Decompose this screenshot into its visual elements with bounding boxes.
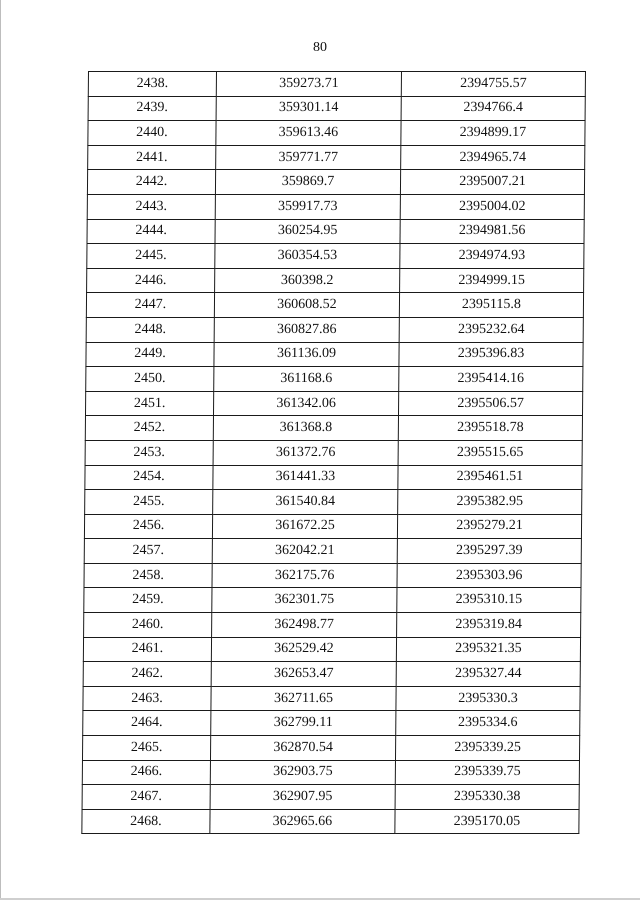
table-row: [88, 121, 585, 146]
table-row: [85, 490, 582, 515]
y-coordinate-cell: 2395321.35: [396, 637, 580, 662]
point-number-cell: 2446.: [87, 268, 215, 293]
table-row: [86, 317, 583, 342]
y-coordinate-cell: 2395310.15: [397, 588, 581, 613]
x-coordinate-cell: 361136.09: [214, 342, 399, 367]
x-coordinate-cell: 359917.73: [215, 194, 400, 219]
point-number-cell: 2463.: [83, 686, 211, 711]
x-coordinate-cell: 359613.46: [216, 121, 401, 146]
table-row: [82, 809, 579, 834]
table-row: [82, 760, 579, 785]
x-coordinate-cell: 361441.33: [213, 465, 398, 490]
x-coordinate-cell: 360827.86: [214, 317, 399, 342]
x-coordinate-cell: 362711.65: [211, 686, 396, 711]
x-coordinate-cell: 362870.54: [210, 736, 395, 761]
x-coordinate-cell: 361342.06: [213, 391, 398, 416]
table-row: [82, 736, 579, 761]
point-number-cell: 2439.: [88, 96, 216, 121]
table-row: [84, 514, 581, 539]
x-coordinate-cell: 361540.84: [213, 490, 398, 515]
y-coordinate-cell: 2395334.6: [396, 711, 580, 736]
point-number-cell: 2455.: [85, 490, 213, 515]
x-coordinate-cell: 362653.47: [211, 662, 396, 687]
point-number-cell: 2462.: [83, 662, 211, 687]
point-number-cell: 2442.: [87, 170, 215, 195]
point-number-cell: 2450.: [86, 367, 214, 392]
y-coordinate-cell: 2395330.38: [395, 785, 579, 810]
point-number-cell: 2453.: [85, 440, 213, 465]
point-number-cell: 2441.: [88, 145, 216, 170]
table-row: [85, 465, 582, 490]
point-number-cell: 2467.: [82, 785, 210, 810]
x-coordinate-cell: 362903.75: [210, 760, 395, 785]
x-coordinate-cell: 360608.52: [214, 293, 399, 318]
x-coordinate-cell: 362529.42: [211, 637, 396, 662]
table-row: [83, 686, 580, 711]
table-row: [85, 416, 582, 441]
y-coordinate-cell: 2395115.8: [399, 293, 583, 318]
point-number-cell: 2468.: [82, 809, 210, 834]
point-number-cell: 2459.: [84, 588, 212, 613]
y-coordinate-cell: 2394899.17: [401, 121, 585, 146]
y-coordinate-cell: 2395518.78: [398, 416, 582, 441]
x-coordinate-cell: 359771.77: [216, 145, 401, 170]
point-number-cell: 2456.: [84, 514, 212, 539]
point-number-cell: 2457.: [84, 539, 212, 564]
y-coordinate-cell: 2395327.44: [396, 662, 580, 687]
point-number-cell: 2448.: [86, 317, 214, 342]
y-coordinate-cell: 2394974.93: [400, 244, 584, 269]
table-row: [83, 711, 580, 736]
x-coordinate-cell: 362799.11: [211, 711, 396, 736]
y-coordinate-cell: 2395414.16: [399, 367, 583, 392]
table-row: [84, 613, 581, 638]
x-coordinate-cell: 362498.77: [212, 613, 397, 638]
table-row: [88, 96, 585, 121]
x-coordinate-cell: 362301.75: [212, 588, 397, 613]
y-coordinate-cell: 2395170.05: [395, 809, 579, 834]
table-row: [88, 145, 585, 170]
point-number-cell: 2443.: [87, 194, 215, 219]
coordinates-table-body: [82, 72, 586, 834]
x-coordinate-cell: 361368.8: [213, 416, 398, 441]
point-number-cell: 2465.: [82, 736, 210, 761]
y-coordinate-cell: 2395515.65: [398, 440, 582, 465]
point-number-cell: 2440.: [88, 121, 216, 146]
y-coordinate-cell: 2395382.95: [398, 490, 582, 515]
x-coordinate-cell: 361168.6: [214, 367, 399, 392]
table-row: [85, 440, 582, 465]
y-coordinate-cell: 2394999.15: [400, 268, 584, 293]
page-number: 80: [313, 40, 327, 55]
table-row: [87, 170, 584, 195]
table-row: [86, 342, 583, 367]
x-coordinate-cell: 360254.95: [215, 219, 400, 244]
x-coordinate-cell: 359273.71: [216, 72, 401, 97]
table-row: [83, 662, 580, 687]
table-row: [84, 539, 581, 564]
x-coordinate-cell: 361672.25: [212, 514, 397, 539]
x-coordinate-cell: 359301.14: [216, 96, 401, 121]
table-row: [87, 219, 584, 244]
y-coordinate-cell: 2395279.21: [397, 514, 581, 539]
x-coordinate-cell: 362042.21: [212, 539, 397, 564]
table-row: [83, 637, 580, 662]
point-number-cell: 2460.: [84, 613, 212, 638]
point-number-cell: 2451.: [85, 391, 213, 416]
y-coordinate-cell: 2395319.84: [397, 613, 581, 638]
table-row: [86, 293, 583, 318]
table-row: [85, 391, 582, 416]
y-coordinate-cell: 2395396.83: [399, 342, 583, 367]
y-coordinate-cell: 2395330.3: [396, 686, 580, 711]
x-coordinate-cell: 361372.76: [213, 440, 398, 465]
y-coordinate-cell: 2395339.75: [395, 760, 579, 785]
table-row: [88, 72, 585, 97]
table-row: [84, 563, 581, 588]
table-row: [87, 268, 584, 293]
point-number-cell: 2438.: [88, 72, 216, 97]
point-number-cell: 2461.: [83, 637, 211, 662]
x-coordinate-cell: 360354.53: [215, 244, 400, 269]
y-coordinate-cell: 2395506.57: [398, 391, 582, 416]
y-coordinate-cell: 2395007.21: [400, 170, 584, 195]
table-row: [87, 194, 584, 219]
y-coordinate-cell: 2395232.64: [399, 317, 583, 342]
point-number-cell: 2454.: [85, 465, 213, 490]
x-coordinate-cell: 362175.76: [212, 563, 397, 588]
point-number-cell: 2447.: [86, 293, 214, 318]
y-coordinate-cell: 2394766.4: [401, 96, 585, 121]
table-row: [82, 785, 579, 810]
point-number-cell: 2452.: [85, 416, 213, 441]
point-number-cell: 2449.: [86, 342, 214, 367]
y-coordinate-cell: 2395004.02: [400, 194, 584, 219]
table-row: [86, 367, 583, 392]
table-row: [84, 588, 581, 613]
x-coordinate-cell: 362965.66: [210, 809, 395, 834]
x-coordinate-cell: 362907.95: [210, 785, 395, 810]
y-coordinate-cell: 2394755.57: [401, 72, 585, 97]
coordinates-table: [81, 71, 586, 834]
scan-edge-left: [0, 0, 1, 900]
y-coordinate-cell: 2395303.96: [397, 563, 581, 588]
point-number-cell: 2464.: [83, 711, 211, 736]
x-coordinate-cell: 359869.7: [215, 170, 400, 195]
x-coordinate-cell: 360398.2: [215, 268, 400, 293]
point-number-cell: 2458.: [84, 563, 212, 588]
point-number-cell: 2444.: [87, 219, 215, 244]
y-coordinate-cell: 2395461.51: [398, 465, 582, 490]
point-number-cell: 2445.: [87, 244, 215, 269]
y-coordinate-cell: 2395339.25: [395, 736, 579, 761]
table-row: [87, 244, 584, 269]
y-coordinate-cell: 2395297.39: [397, 539, 581, 564]
y-coordinate-cell: 2394981.56: [400, 219, 584, 244]
point-number-cell: 2466.: [82, 760, 210, 785]
y-coordinate-cell: 2394965.74: [401, 145, 585, 170]
